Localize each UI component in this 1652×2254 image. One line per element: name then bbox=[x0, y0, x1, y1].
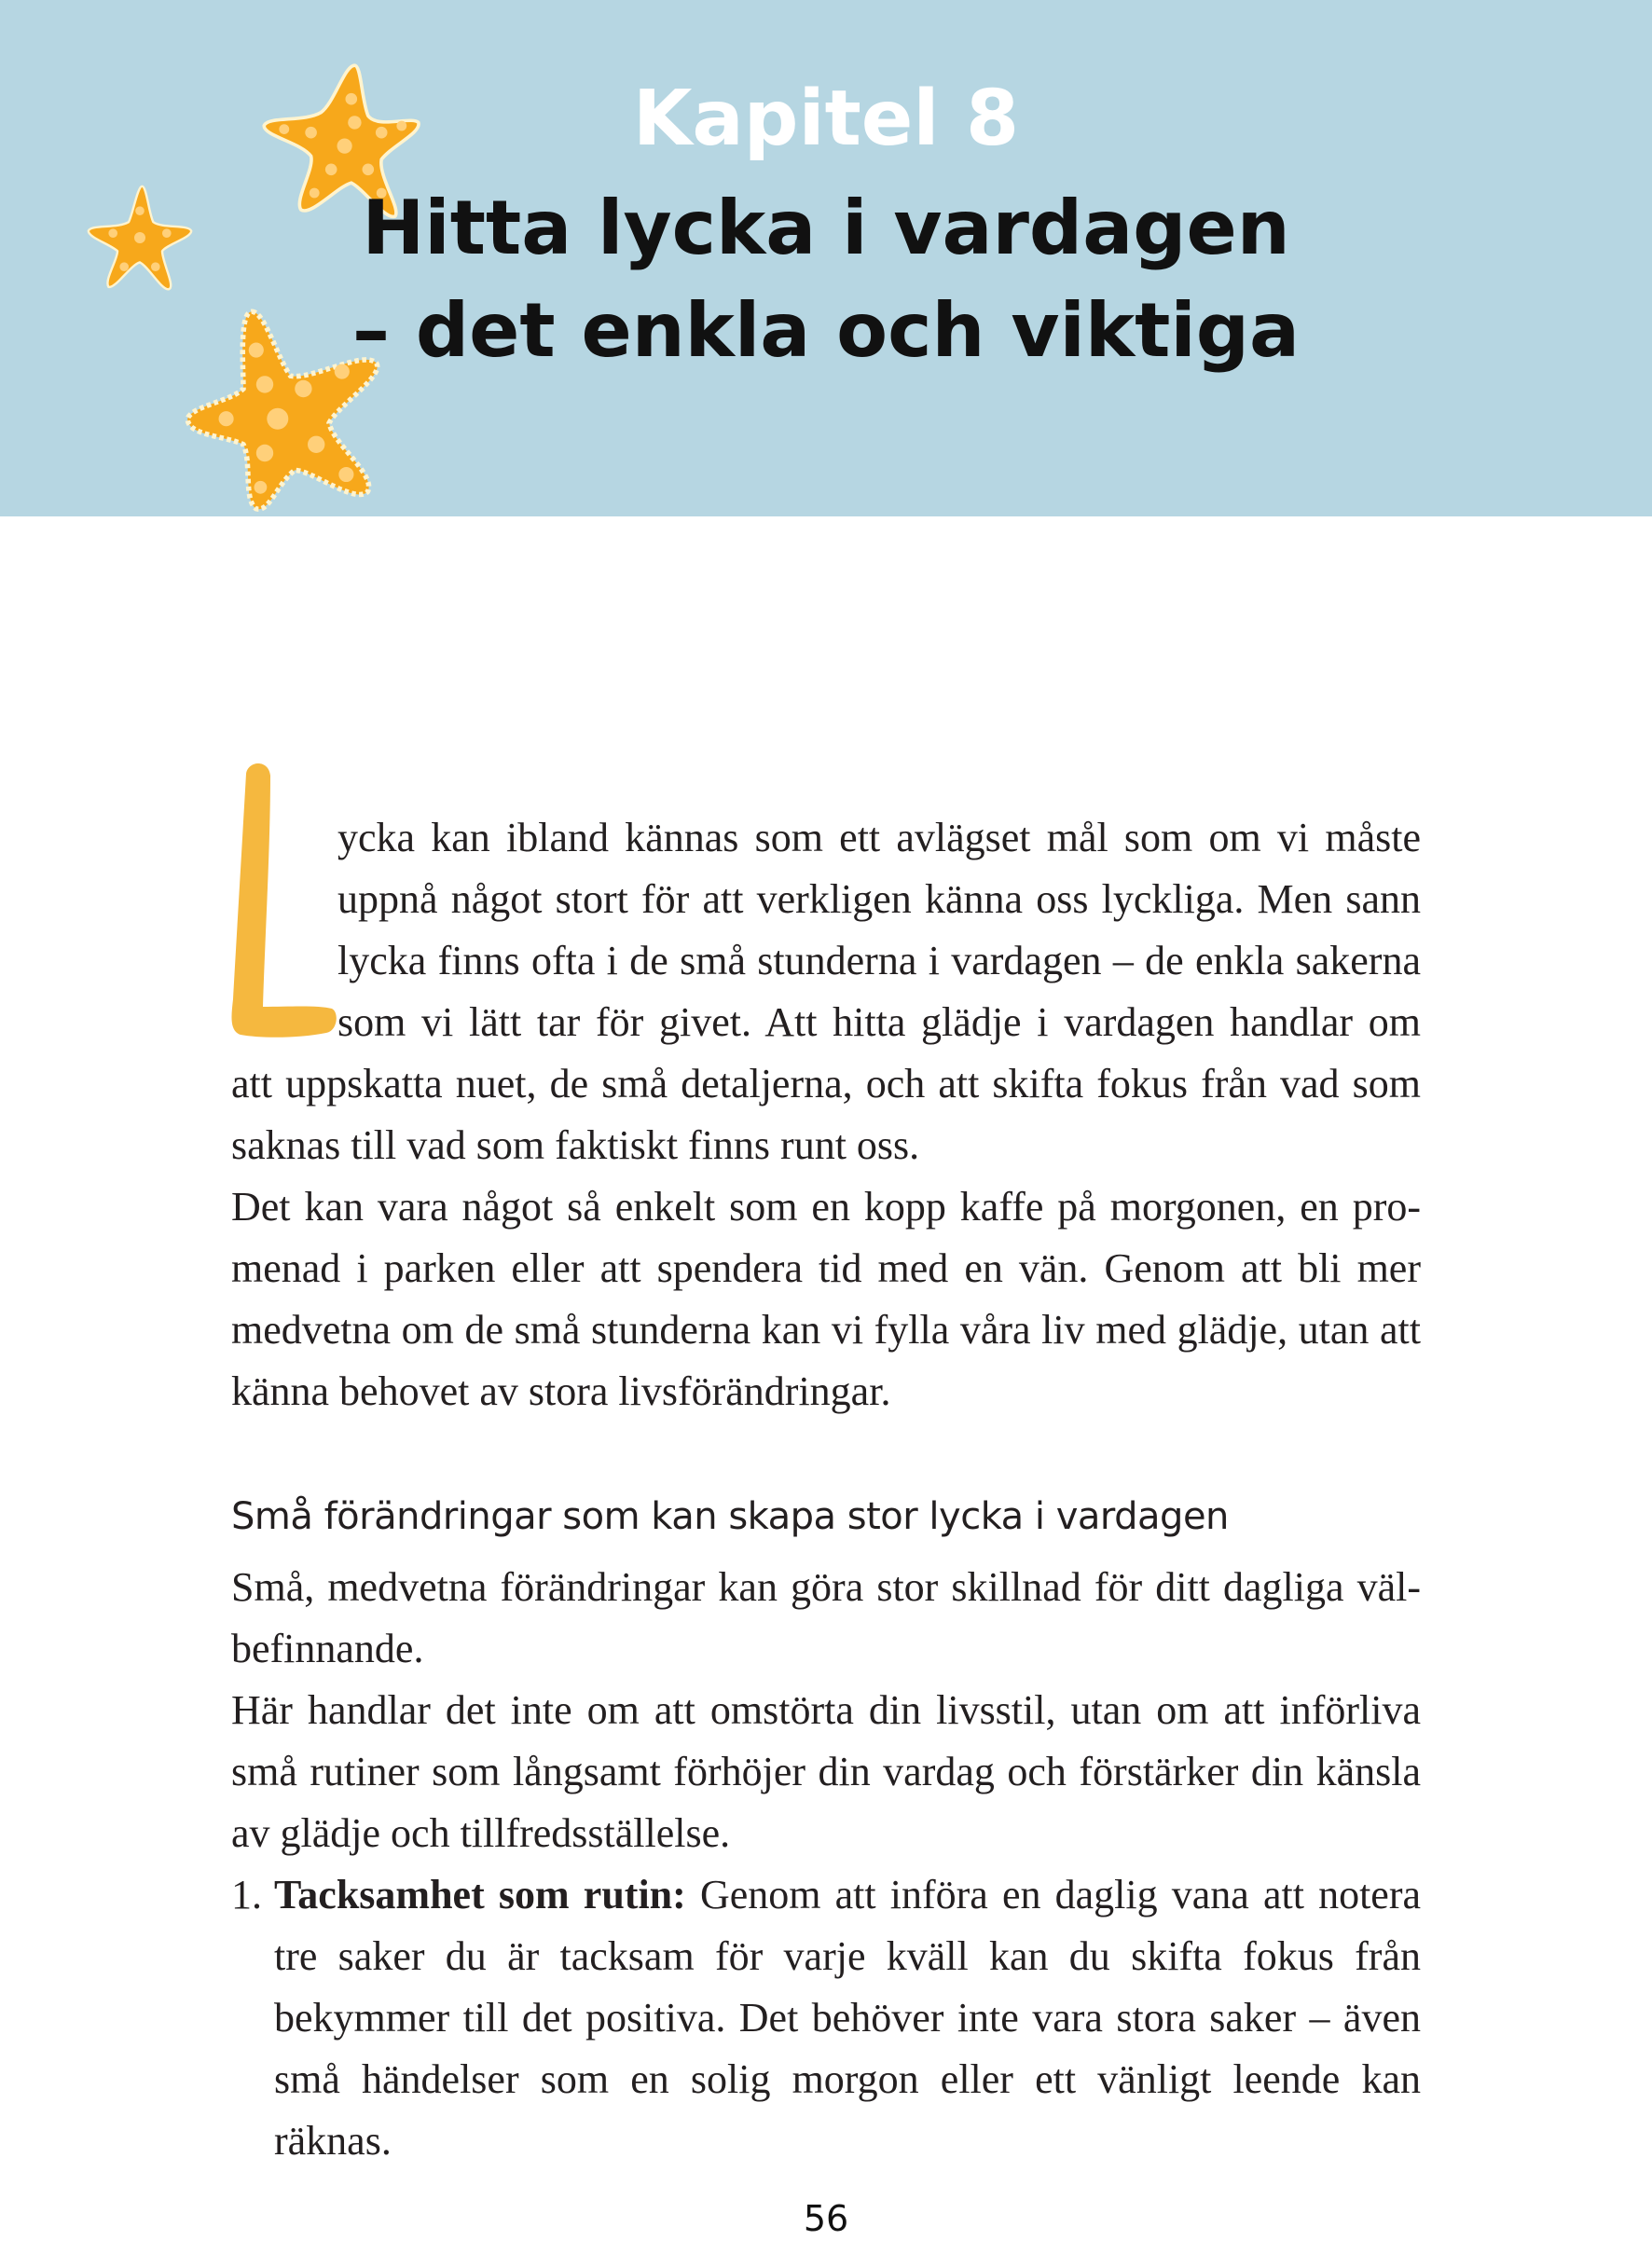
list-item bbox=[231, 1864, 1421, 2172]
list-item-text: Genom att införa en daglig vana att notera tre saker du är tacksam för varje kväll kan du skifta fokus från bekymmer till det positiva. Det behöver inte vara stora saker – även små händelser som en solig morgon eller ett vänligt leende kan räknas. bbox=[274, 1872, 1422, 2164]
chapter-title-line1: Hitta lycka i vardagen bbox=[362, 185, 1290, 271]
page-number: 56 bbox=[803, 2198, 849, 2239]
paragraph-4: Här handlar det inte om att omstörta din livsstil, utan om att införliva små rutiner som långsamt förhöjer din vardag och förstärker din känsla av glädje och tillfredsställelse. bbox=[231, 1687, 1421, 1856]
paragraph-2: Det kan vara något så enkelt som en kopp kaffe på morgonen, en promenad i parken eller att spendera tid med en vän. Genom att bli mer medvetna om de små stunderna kan vi fylla våra liv med glädje, utan att känna behovet av stora livsförändringar. bbox=[231, 1184, 1421, 1414]
list-number: 1. bbox=[231, 1872, 262, 1917]
section-heading: Små förändringar som kan skapa stor lycka i vardagen bbox=[231, 1495, 1229, 1538]
dropcap-letter: L bbox=[224, 755, 225, 756]
chapter-title-line2: – det enkla och viktiga bbox=[351, 287, 1300, 374]
paragraph-3: Små, medvetna förändringar kan göra stor skillnad för ditt dagliga välbefinnande. bbox=[231, 1564, 1421, 1671]
chapter-label: Kapitel 8 bbox=[632, 75, 1020, 163]
list-item-bold: Tacksamhet som rutin: bbox=[274, 1872, 686, 1917]
paragraph-section bbox=[231, 1557, 1421, 1864]
paragraph-intro-rest: att uppskatta nuet, de små detaljerna, och att skifta fokus från vad som saknas till vad som faktiskt finns runt oss. bbox=[231, 1061, 1421, 1168]
paragraph-intro-lines: ycka kan ibland kännas som ett avlägset mål som om vi måste uppnå något stort för att verkligen känna oss lyckliga. Men sann lycka finns ofta i de små stunderna i vardagen – de enkla sakerna som vi lätt tar för givet. Att hitta glädje i vardagen handlar om bbox=[337, 815, 1421, 1045]
paragraph-intro bbox=[231, 807, 1421, 1422]
